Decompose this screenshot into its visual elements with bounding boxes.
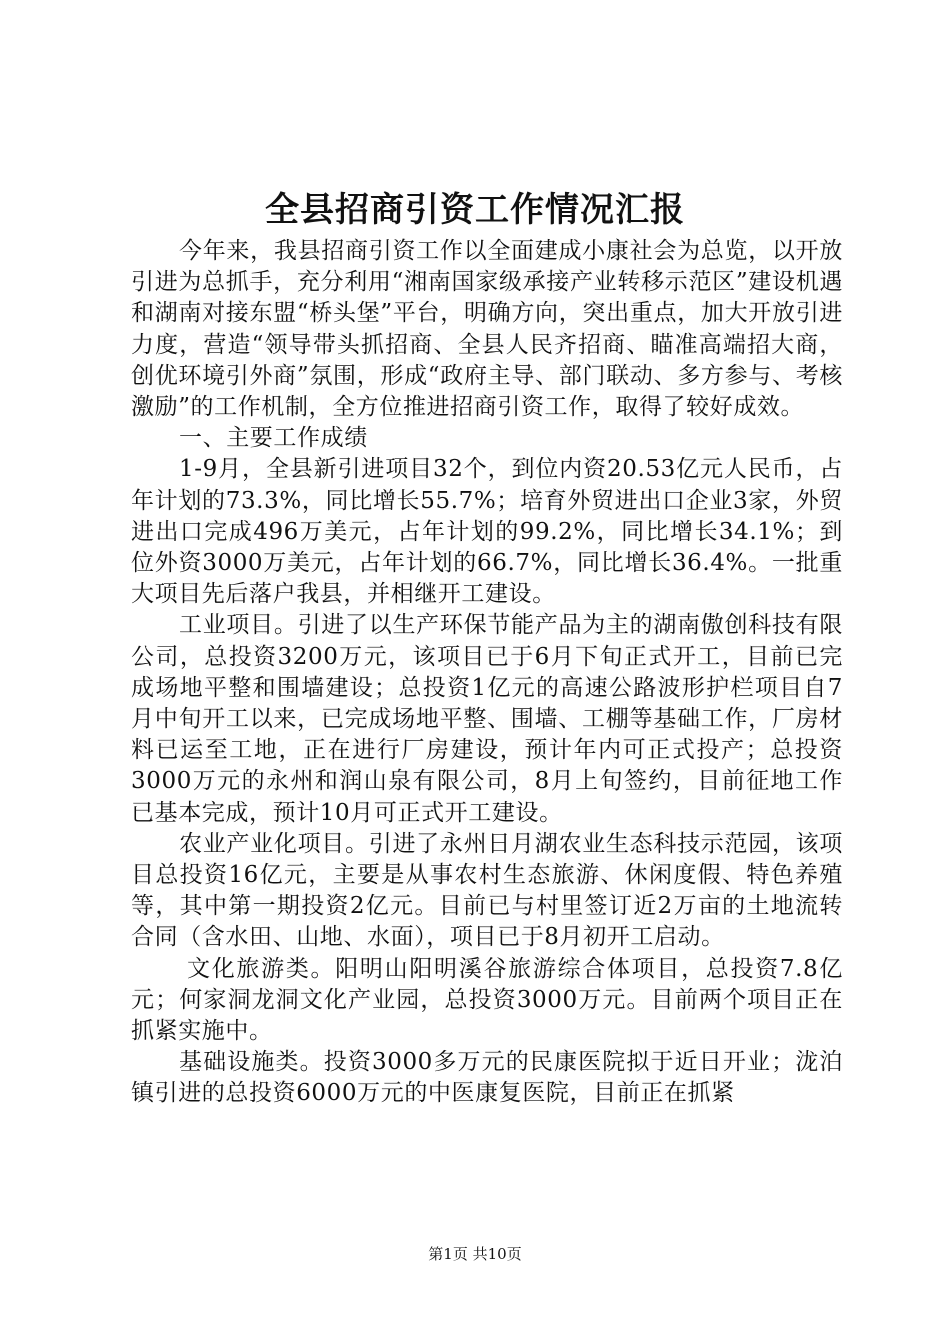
paragraph-infrastructure: 基础设施类。投资3000多万元的民康医院拟于近日开业；泷泊镇引进的总投资6000万元的中医康复医院，目前正在抓紧 xyxy=(131,1049,843,1107)
document-body xyxy=(131,236,843,1110)
paragraph-statistics: 1-9月，全县新引进项目32个，到位内资20.53亿元人民币，占年计划的73.3%，同比增长55.7%；培育外贸进出口企业3家，外贸进出口完成496万美元，占年计划的99.2%，同比增长34.1%；到位外资3000万美元，占年计划的66.7%，同比增长36.4%。一批重大项目先后落户我县，并相继开工建设。 xyxy=(131,456,843,608)
document-title: 全县招商引资工作情况汇报 xyxy=(265,190,685,230)
paragraph-agricultural-projects: 农业产业化项目。引进了永州日月湖农业生态科技示范园，该项目总投资16亿元，主要是从事农村生态旅游、休闲度假、特色养殖等，其中第一期投资2亿元。目前已与村里签订近2万亩的土地流转合同（含水田、山地、水面），项目已于8月初开工启动。 xyxy=(131,830,843,951)
paragraph-industrial-projects: 工业项目。引进了以生产环保节能产品为主的湖南傲创科技有限公司，总投资3200万元，该项目已于6月下旬正式开工，目前已完成场地平整和围墙建设；总投资1亿元的高速公路波形护栏项目自7月中旬开工以来，已完成场地平整、围墙、工棚等基础工作，厂房材料已运至工地，正在进行厂房建设，预计年内可正式投产；总投资3000万元的永州和润山泉有限公司，8月上旬签约，目前征地工作已基本完成，预计10月可正式开工建设。 xyxy=(131,612,843,826)
page-number-footer: 第1页 共10页 xyxy=(428,1245,522,1263)
paragraph-culture-tourism: 文化旅游类。阳明山阳明溪谷旅游综合体项目，总投资7.8亿元；何家洞龙洞文化产业园，总投资3000万元。目前两个项目正在抓紧实施中。 xyxy=(131,955,843,1045)
paragraph-intro: 今年来，我县招商引资工作以全面建成小康社会为总览，以开放引进为总抓手，充分利用“湘南国家级承接产业转移示范区”建设机遇和湖南对接东盟“桥头堡”平台，明确方向，突出重点，加大开放引进力度，营造“领导带头抓招商、全县人民齐招商、瞄准高端招大商，创优环境引外商”氛围，形成“政府主导、部门联动、多方参与、考核激励”的工作机制，全方位推进招商引资工作，取得了较好成效。 xyxy=(131,238,843,421)
section-heading-main-achievements: 一、主要工作成绩 xyxy=(179,425,368,452)
